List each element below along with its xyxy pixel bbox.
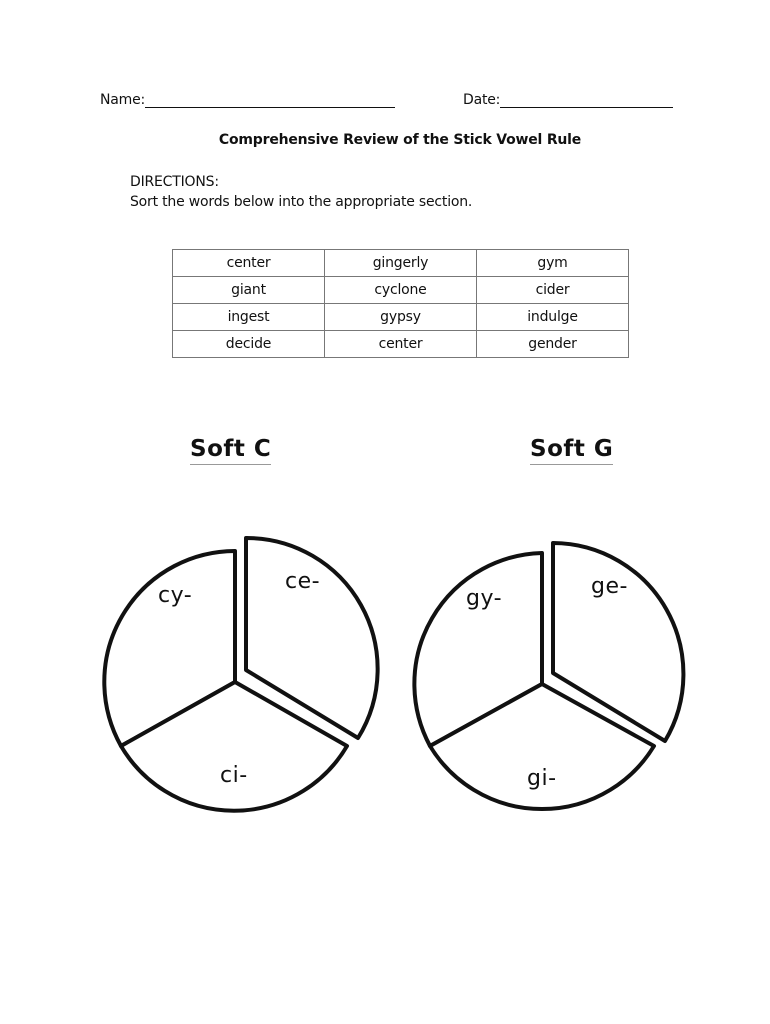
soft-c-heading: Soft C [190, 436, 271, 465]
worksheet-title: Comprehensive Review of the Stick Vowel Rule [218, 132, 582, 148]
directions-heading: DIRECTIONS: [130, 174, 219, 190]
soft-c-label-bottom: ci- [220, 763, 248, 788]
word-cell: giant [173, 277, 325, 304]
soft-g-label-left: gy- [466, 586, 503, 611]
soft-g-label-right: ge- [591, 574, 628, 599]
soft-c-label-right: ce- [285, 569, 321, 594]
word-cell: indulge [477, 304, 629, 331]
word-cell: decide [173, 331, 325, 358]
word-cell: gym [477, 250, 629, 277]
name-label: Name: [100, 92, 146, 108]
date-label: Date: [463, 92, 501, 108]
soft-g-label-bottom: gi- [527, 766, 557, 791]
soft-g-heading: Soft G [530, 436, 613, 465]
word-cell: center [173, 250, 325, 277]
word-cell: gingerly [325, 250, 477, 277]
soft-c-label-left: cy- [158, 583, 193, 608]
word-cell: ingest [173, 304, 325, 331]
word-cell: cyclone [325, 277, 477, 304]
word-cell: center [325, 331, 477, 358]
word-cell: gypsy [325, 304, 477, 331]
word-cell: cider [477, 277, 629, 304]
word-cell: gender [477, 331, 629, 358]
directions-text: Sort the words below into the appropriate section. [130, 194, 473, 210]
